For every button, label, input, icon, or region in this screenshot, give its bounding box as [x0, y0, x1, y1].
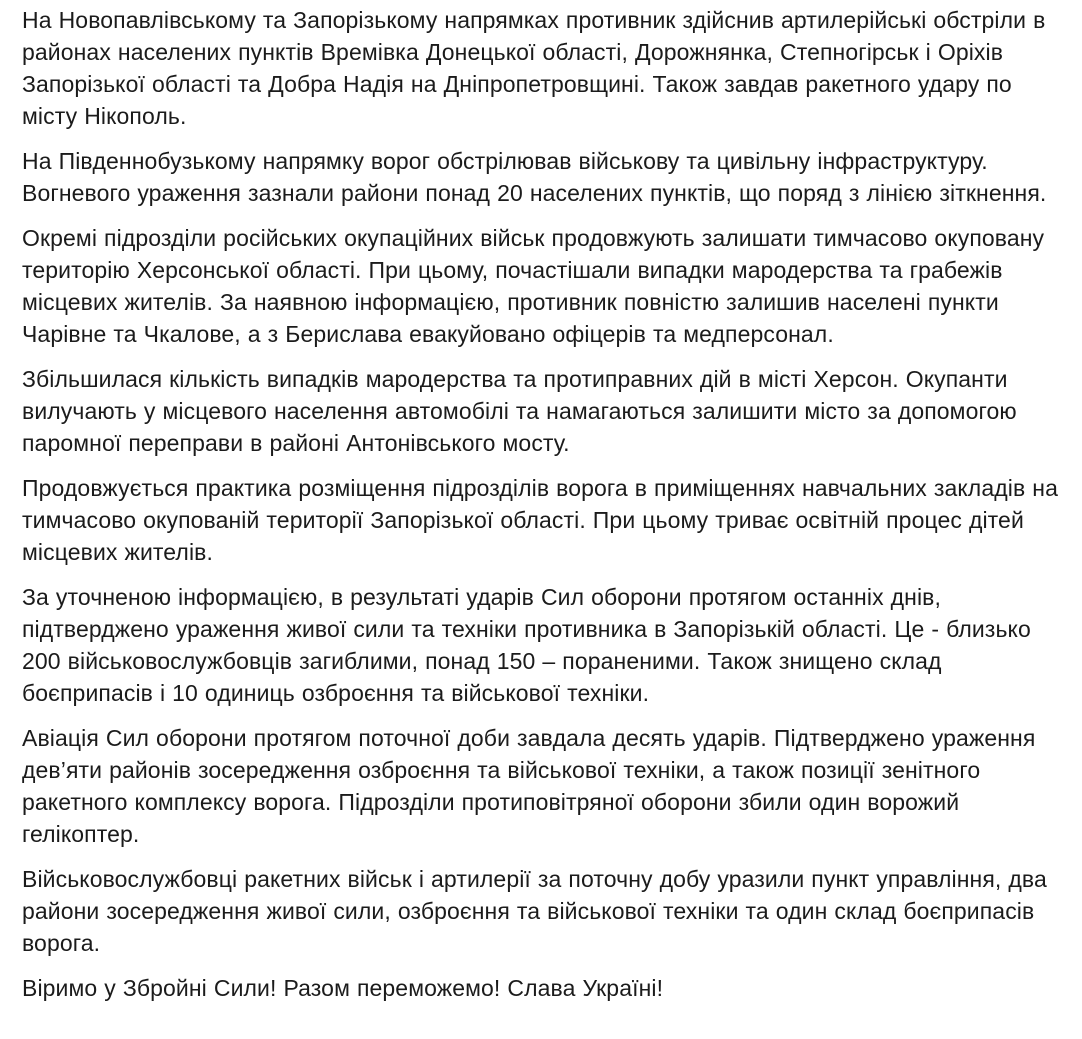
paragraph-aviation-strikes: Авіація Сил оборони протягом поточної доби завдала десять ударів. Підтверджено ураження дев’яти районів зосередження озброєння та військової техніки, а також позиції зенітного ракетного комплексу ворога. Підрозділи протиповітряної оборони збили один ворожий гелікоптер.: [22, 725, 1036, 847]
paragraph-kherson-withdrawal: Окремі підрозділи російських окупаційних військ продовжують залишати тимчасово окуповану територію Херсонської області. При цьому, почастішали випадки мародерства та грабежів місцевих жителів. За наявною інформацією, противник повністю залишив населені пункти Чарівне та Чкалове, а з Берислава евакуйовано офіцерів та медперсонал.: [22, 225, 1045, 347]
paragraph-artillery-shelling: На Новопавлівському та Запорізькому напрямках противник здійснив артилерійські обстріли в районах населених пунктів Времівка Донецької області, Дорожнянка, Степногірськ і Оріхів Запорізької області та Добра Надія на Дніпропетровщині. Також завдав ракетного удару по місту Нікополь.: [22, 7, 1046, 129]
paragraph-schools-occupation: Продовжується практика розміщення підрозділів ворога в приміщеннях навчальних закладів на тимчасово окупованій території Запорізької області. При цьому триває освітній процес дітей місцевих жителів.: [22, 475, 1058, 565]
paragraph-pivdennobuzkyi-direction: На Південнобузькому напрямку ворог обстрілював військову та цивільну інфраструктуру. Вогневого ураження зазнали райони понад 20 населених пунктів, що поряд з лінією зіткнення.: [22, 148, 1047, 206]
paragraph-kherson-looting: Збільшилася кількість випадків мародерства та протиправних дій в місті Херсон. Окупанти вилучають у місцевого населення автомобілі та намагаються залишити місто за допомогою паромної переправи в районі Антонівського мосту.: [22, 366, 1017, 456]
paragraph-closing-slogan: Віримо у Збройні Сили! Разом переможемо! Слава Україні!: [22, 975, 664, 1001]
paragraph-confirmed-losses: За уточненою інформацією, в результаті ударів Сил оборони протягом останніх днів, підтверджено ураження живої сили та техніки противника в Запорізькій області. Це - близько 200 військовослужбовців загиблими, понад 150 – пораненими. Також знищено склад боєприпасів і 10 одиниць озброєння та військової техніки.: [22, 584, 1031, 706]
paragraph-missile-artillery-strikes: Військовослужбовці ракетних військ і артилерії за поточну добу уразили пункт управління, два райони зосередження живої сили, озброєння та військової техніки та один склад боєприпасів ворога.: [22, 866, 1047, 956]
